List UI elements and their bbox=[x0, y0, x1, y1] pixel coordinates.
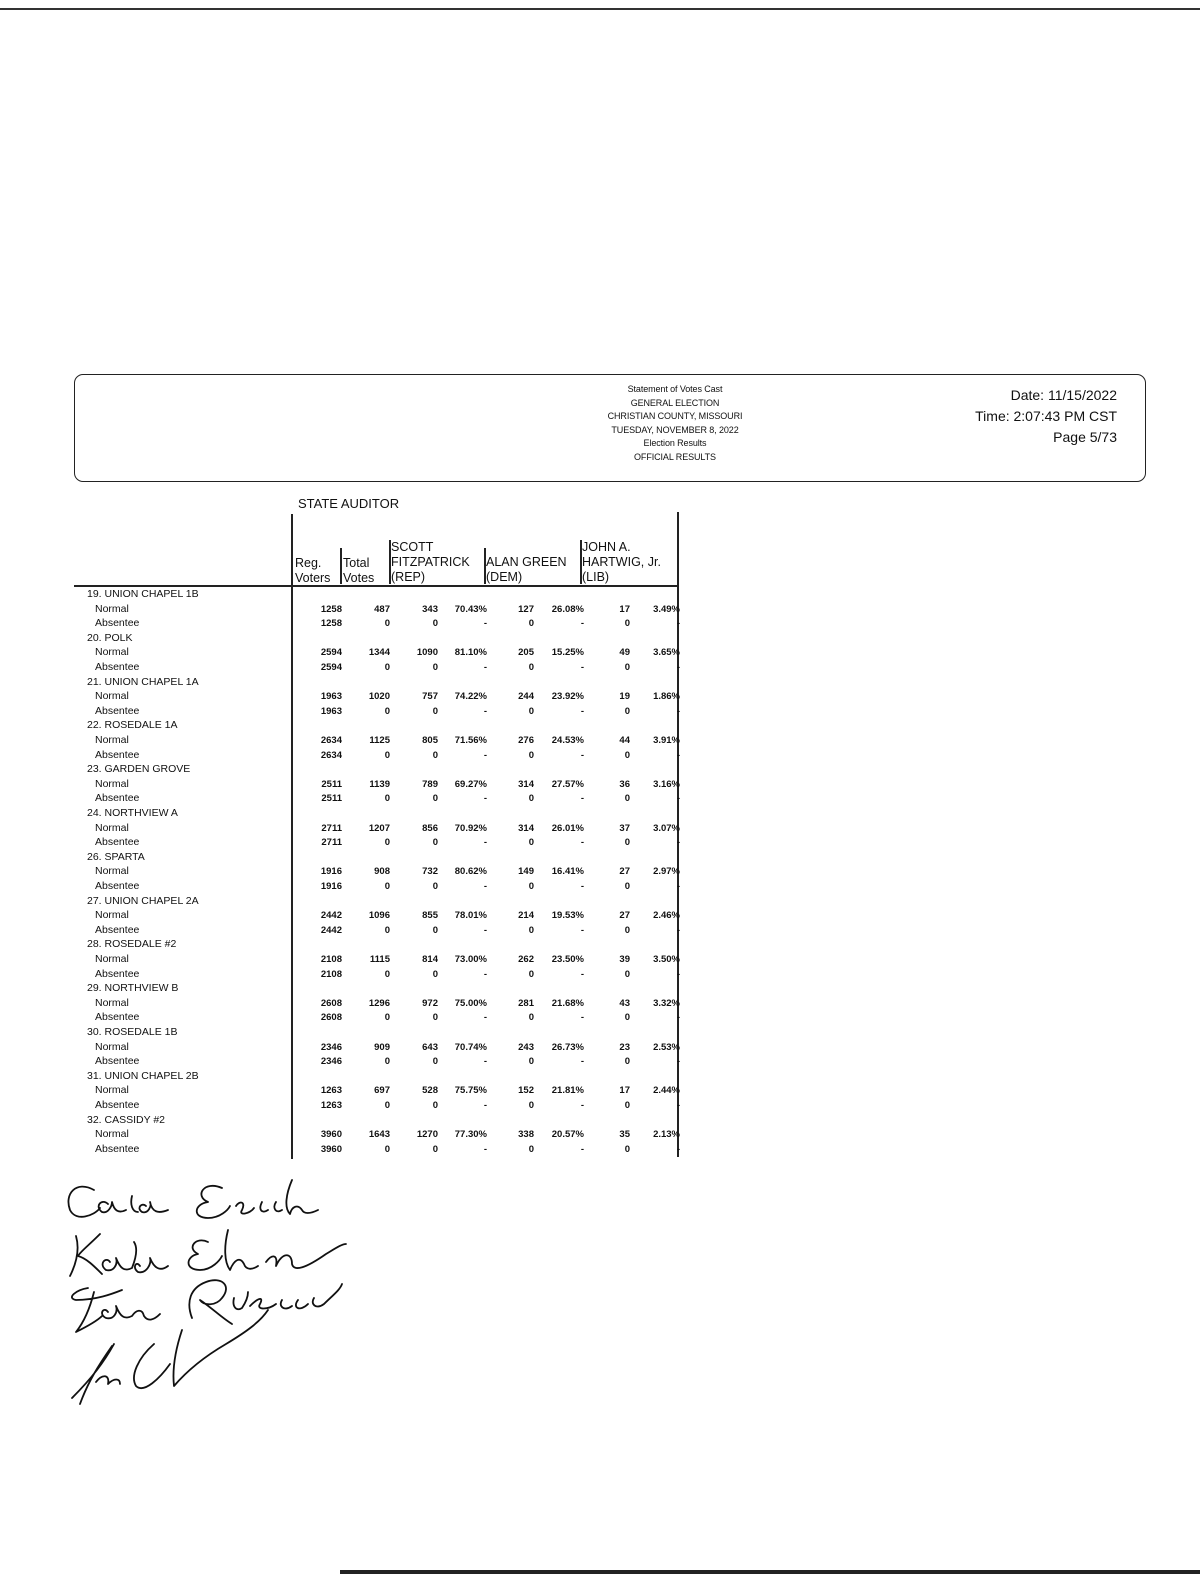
green-votes-cell: 127 bbox=[518, 603, 534, 615]
fitzpatrick-percent-cell: 78.01% bbox=[454, 910, 487, 922]
green-votes-cell: 243 bbox=[518, 1041, 534, 1053]
precinct-name: 19. UNION CHAPEL 1B bbox=[87, 588, 199, 600]
signature-3 bbox=[72, 1280, 342, 1332]
header-line-official: OFFICIAL RESULTS bbox=[634, 451, 716, 462]
fitzpatrick-percent-cell: 70.43% bbox=[454, 603, 487, 615]
green-votes-cell: 0 bbox=[528, 1143, 534, 1155]
green-votes-cell: 276 bbox=[518, 734, 534, 746]
hartwig-votes-cell: 27 bbox=[619, 866, 630, 878]
column-header-line: (LIB) bbox=[582, 570, 610, 584]
fitzpatrick-votes-cell: 0 bbox=[432, 880, 438, 892]
fitzpatrick-votes-cell: 0 bbox=[432, 661, 438, 673]
fitzpatrick-votes-cell: 856 bbox=[422, 822, 438, 834]
green-percent-cell: - bbox=[580, 880, 584, 892]
fitzpatrick-percent-cell: 75.00% bbox=[454, 997, 487, 1009]
vote-type-label: Absentee bbox=[95, 923, 140, 936]
total-votes-cell: 1344 bbox=[368, 647, 390, 659]
green-votes-cell: 214 bbox=[518, 910, 534, 922]
green-percent-cell: 20.57% bbox=[551, 1129, 584, 1141]
fitzpatrick-votes-cell: 0 bbox=[432, 618, 438, 630]
hartwig-percent-cell: - bbox=[676, 924, 680, 936]
reg-voters-cell: 1963 bbox=[320, 705, 342, 717]
green-percent-cell: 26.01% bbox=[551, 822, 584, 834]
green-votes-cell: 149 bbox=[518, 866, 534, 878]
hartwig-votes-cell: 0 bbox=[624, 618, 630, 630]
total-votes-cell: 0 bbox=[384, 749, 390, 761]
fitzpatrick-votes-cell: 528 bbox=[422, 1085, 438, 1097]
column-header-line: (DEM) bbox=[486, 570, 523, 584]
fitzpatrick-percent-cell: - bbox=[483, 924, 487, 936]
vote-type-label: Absentee bbox=[95, 1011, 140, 1024]
reg-voters-cell: 2594 bbox=[320, 647, 342, 659]
vote-type-label: Absentee bbox=[95, 792, 140, 805]
fitzpatrick-percent-cell: - bbox=[483, 793, 487, 805]
reg-voters-cell: 2711 bbox=[321, 822, 342, 834]
total-votes-cell: 0 bbox=[384, 1099, 390, 1111]
report-page-number: Page 5/73 bbox=[1053, 429, 1117, 445]
hartwig-votes-cell: 0 bbox=[624, 1056, 630, 1068]
green-percent-cell: 26.08% bbox=[551, 603, 584, 615]
precinct-name: 31. UNION CHAPEL 2B bbox=[87, 1069, 199, 1082]
fitzpatrick-percent-cell: - bbox=[483, 880, 487, 892]
green-votes-cell: 0 bbox=[528, 1012, 534, 1024]
fitzpatrick-percent-cell: 81.10% bbox=[454, 647, 487, 659]
green-votes-cell: 338 bbox=[518, 1129, 534, 1141]
hartwig-percent-cell: 3.32% bbox=[653, 997, 680, 1009]
green-percent-cell: - bbox=[580, 1143, 584, 1155]
reg-voters-cell: 1963 bbox=[320, 691, 342, 703]
hartwig-percent-cell: 3.65% bbox=[653, 647, 680, 659]
hartwig-percent-cell: 3.16% bbox=[653, 778, 680, 790]
green-percent-cell: 16.41% bbox=[551, 866, 584, 878]
signature-1 bbox=[68, 1180, 318, 1218]
fitzpatrick-percent-cell: 70.92% bbox=[454, 822, 487, 834]
reg-voters-cell: 1258 bbox=[320, 618, 342, 630]
green-percent-cell: 15.25% bbox=[551, 647, 584, 659]
reg-voters-cell: 2711 bbox=[321, 837, 342, 849]
vote-type-label: Normal bbox=[95, 1040, 129, 1053]
hartwig-votes-cell: 0 bbox=[624, 968, 630, 980]
total-votes-cell: 1096 bbox=[368, 910, 390, 922]
green-votes-cell: 314 bbox=[518, 778, 534, 790]
hartwig-votes-cell: 23 bbox=[619, 1041, 630, 1053]
reg-voters-cell: 1263 bbox=[320, 1085, 342, 1097]
green-percent-cell: - bbox=[580, 1099, 584, 1111]
precinct-name: 23. GARDEN GROVE bbox=[87, 763, 191, 776]
vote-type-label: Normal bbox=[95, 602, 129, 615]
fitzpatrick-votes-cell: 0 bbox=[432, 749, 438, 761]
precinct-name: 21. UNION CHAPEL 1A bbox=[87, 675, 199, 688]
hartwig-votes-cell: 39 bbox=[619, 953, 630, 965]
total-votes-cell: 908 bbox=[374, 866, 390, 878]
vote-type-label: Normal bbox=[95, 777, 129, 790]
scan-edge-bottom bbox=[340, 1570, 1200, 1574]
fitzpatrick-votes-cell: 643 bbox=[422, 1041, 438, 1053]
column-header-line: JOHN A. bbox=[582, 540, 631, 554]
hartwig-votes-cell: 36 bbox=[619, 778, 630, 790]
hartwig-percent-cell: - bbox=[676, 837, 680, 849]
hartwig-votes-cell: 17 bbox=[619, 1085, 630, 1097]
total-votes-cell: 0 bbox=[384, 705, 390, 717]
vote-type-label: Absentee bbox=[95, 748, 140, 761]
reg-voters-cell: 2511 bbox=[321, 778, 342, 790]
hartwig-percent-cell: 2.97% bbox=[653, 866, 680, 878]
reg-voters-cell: 1258 bbox=[320, 603, 342, 615]
column-header-line: HARTWIG, Jr. bbox=[582, 555, 661, 569]
green-percent-cell: - bbox=[580, 705, 584, 717]
total-votes-cell: 909 bbox=[374, 1041, 390, 1053]
precinct-name: 32. CASSIDY #2 bbox=[87, 1113, 166, 1126]
vote-type-label: Normal bbox=[95, 865, 129, 878]
report-date: Date: 11/15/2022 bbox=[1010, 387, 1117, 403]
fitzpatrick-votes-cell: 0 bbox=[432, 705, 438, 717]
contest-title: STATE AUDITOR bbox=[298, 496, 400, 511]
hartwig-percent-cell: 2.13% bbox=[653, 1129, 680, 1141]
hartwig-percent-cell: - bbox=[676, 749, 680, 761]
green-percent-cell: 23.92% bbox=[551, 691, 584, 703]
precinct-name: 26. SPARTA bbox=[87, 850, 145, 863]
hartwig-percent-cell: - bbox=[676, 968, 680, 980]
fitzpatrick-votes-cell: 0 bbox=[432, 1056, 438, 1068]
hartwig-percent-cell: - bbox=[676, 661, 680, 673]
column-header-line: SCOTT bbox=[391, 540, 434, 554]
total-votes-cell: 0 bbox=[384, 793, 390, 805]
signature-2 bbox=[70, 1230, 346, 1276]
header-line-county: CHRISTIAN COUNTY, MISSOURI bbox=[607, 411, 743, 421]
reg-voters-cell: 2634 bbox=[320, 749, 342, 761]
total-votes-cell: 1020 bbox=[368, 691, 390, 703]
total-votes-cell: 0 bbox=[384, 1056, 390, 1068]
hartwig-votes-cell: 0 bbox=[624, 1012, 630, 1024]
green-votes-cell: 152 bbox=[518, 1085, 534, 1097]
precinct-name: 30. ROSEDALE 1B bbox=[87, 1026, 178, 1038]
column-header-line: Total bbox=[343, 556, 370, 570]
vote-type-label: Normal bbox=[95, 996, 129, 1009]
green-votes-cell: 262 bbox=[518, 953, 534, 965]
reg-voters-cell: 2511 bbox=[321, 793, 342, 805]
fitzpatrick-votes-cell: 789 bbox=[422, 778, 438, 790]
reg-voters-cell: 2108 bbox=[320, 953, 342, 965]
green-percent-cell: - bbox=[580, 661, 584, 673]
vote-type-label: Normal bbox=[95, 1128, 129, 1141]
fitzpatrick-votes-cell: 0 bbox=[432, 1099, 438, 1111]
total-votes-cell: 0 bbox=[384, 1012, 390, 1024]
header-line-statement: Statement of Votes Cast bbox=[627, 384, 723, 394]
total-votes-cell: 1643 bbox=[368, 1129, 390, 1141]
hartwig-votes-cell: 35 bbox=[619, 1129, 630, 1141]
vote-type-label: Normal bbox=[95, 733, 129, 746]
green-percent-cell: - bbox=[580, 968, 584, 980]
hartwig-votes-cell: 0 bbox=[624, 705, 630, 717]
green-percent-cell: 21.68% bbox=[551, 997, 584, 1009]
green-percent-cell: 27.57% bbox=[551, 778, 584, 790]
fitzpatrick-votes-cell: 0 bbox=[432, 1012, 438, 1024]
hartwig-percent-cell: - bbox=[676, 1012, 680, 1024]
header-line-date: TUESDAY, NOVEMBER 8, 2022 bbox=[611, 424, 739, 435]
green-votes-cell: 0 bbox=[528, 793, 534, 805]
green-votes-cell: 0 bbox=[528, 661, 534, 673]
reg-voters-cell: 2594 bbox=[320, 661, 342, 673]
green-votes-cell: 314 bbox=[518, 822, 534, 834]
fitzpatrick-percent-cell: 71.56% bbox=[454, 734, 487, 746]
green-votes-cell: 281 bbox=[518, 997, 534, 1009]
green-votes-cell: 0 bbox=[528, 1099, 534, 1111]
precinct-name: 20. POLK bbox=[87, 631, 133, 644]
hartwig-percent-cell: - bbox=[676, 793, 680, 805]
total-votes-cell: 487 bbox=[374, 603, 390, 615]
green-votes-cell: 0 bbox=[528, 618, 534, 630]
reg-voters-cell: 2634 bbox=[320, 734, 342, 746]
hartwig-votes-cell: 0 bbox=[624, 837, 630, 849]
hartwig-votes-cell: 0 bbox=[624, 1099, 630, 1111]
fitzpatrick-votes-cell: 814 bbox=[422, 953, 438, 965]
fitzpatrick-percent-cell: - bbox=[483, 705, 487, 717]
hartwig-percent-cell: 1.86% bbox=[653, 691, 680, 703]
precinct-name: 28. ROSEDALE #2 bbox=[87, 938, 177, 951]
hartwig-votes-cell: 17 bbox=[619, 603, 630, 615]
vote-type-label: Normal bbox=[95, 690, 129, 703]
fitzpatrick-votes-cell: 343 bbox=[422, 603, 438, 615]
total-votes-cell: 697 bbox=[374, 1085, 390, 1097]
fitzpatrick-votes-cell: 0 bbox=[432, 793, 438, 805]
fitzpatrick-percent-cell: - bbox=[483, 618, 487, 630]
hartwig-votes-cell: 19 bbox=[619, 691, 630, 703]
fitzpatrick-percent-cell: - bbox=[483, 837, 487, 849]
fitzpatrick-percent-cell: 77.30% bbox=[454, 1129, 487, 1141]
hartwig-votes-cell: 0 bbox=[624, 749, 630, 761]
reg-voters-cell: 3960 bbox=[320, 1129, 342, 1141]
vote-type-label: Absentee bbox=[95, 967, 140, 980]
column-header-line: Voters bbox=[295, 571, 331, 585]
green-votes-cell: 0 bbox=[528, 705, 534, 717]
total-votes-cell: 0 bbox=[384, 968, 390, 980]
report-time: Time: 2:07:43 PM CST bbox=[975, 408, 1117, 424]
hartwig-votes-cell: 0 bbox=[624, 880, 630, 892]
hartwig-percent-cell: - bbox=[676, 880, 680, 892]
reg-voters-cell: 2442 bbox=[320, 924, 342, 936]
fitzpatrick-votes-cell: 1270 bbox=[416, 1129, 438, 1141]
green-percent-cell: - bbox=[580, 618, 584, 630]
vote-type-label: Normal bbox=[95, 1084, 129, 1097]
precinct-name: 29. NORTHVIEW B bbox=[87, 982, 179, 995]
signature-4 bbox=[72, 1310, 268, 1404]
green-votes-cell: 205 bbox=[518, 647, 534, 659]
green-percent-cell: - bbox=[580, 1056, 584, 1068]
header-line-election: GENERAL ELECTION bbox=[630, 397, 720, 408]
vote-type-label: Absentee bbox=[95, 617, 140, 630]
fitzpatrick-percent-cell: 75.75% bbox=[454, 1085, 487, 1097]
green-percent-cell: - bbox=[580, 1012, 584, 1024]
header-line-results: Election Results bbox=[643, 438, 707, 448]
signature-block bbox=[36, 1172, 366, 1422]
reg-voters-cell: 2608 bbox=[320, 1012, 342, 1024]
vote-type-label: Normal bbox=[95, 952, 129, 965]
vote-type-label: Normal bbox=[95, 909, 129, 922]
green-percent-cell: 26.73% bbox=[551, 1041, 584, 1053]
total-votes-cell: 0 bbox=[384, 661, 390, 673]
fitzpatrick-votes-cell: 855 bbox=[422, 910, 438, 922]
reg-voters-cell: 2346 bbox=[320, 1041, 342, 1053]
vote-type-label: Absentee bbox=[95, 660, 140, 673]
green-percent-cell: 19.53% bbox=[551, 910, 584, 922]
hartwig-percent-cell: - bbox=[676, 1143, 680, 1155]
total-votes-cell: 0 bbox=[384, 880, 390, 892]
fitzpatrick-votes-cell: 732 bbox=[422, 866, 438, 878]
column-header-line: FITZPATRICK bbox=[391, 555, 470, 569]
hartwig-percent-cell: 2.46% bbox=[653, 910, 680, 922]
hartwig-votes-cell: 27 bbox=[619, 910, 630, 922]
green-percent-cell: - bbox=[580, 749, 584, 761]
fitzpatrick-votes-cell: 1090 bbox=[416, 647, 438, 659]
column-header-line: Reg. bbox=[295, 556, 322, 570]
reg-voters-cell: 2346 bbox=[320, 1056, 342, 1068]
green-votes-cell: 244 bbox=[518, 691, 534, 703]
vote-type-label: Absentee bbox=[95, 704, 140, 717]
vote-type-label: Normal bbox=[95, 821, 129, 834]
vote-type-label: Absentee bbox=[95, 1098, 140, 1111]
total-votes-cell: 1296 bbox=[368, 997, 390, 1009]
total-votes-cell: 1139 bbox=[369, 778, 390, 790]
green-percent-cell: - bbox=[580, 837, 584, 849]
fitzpatrick-votes-cell: 0 bbox=[432, 924, 438, 936]
total-votes-cell: 0 bbox=[384, 924, 390, 936]
hartwig-votes-cell: 37 bbox=[619, 822, 630, 834]
fitzpatrick-percent-cell: - bbox=[483, 1012, 487, 1024]
green-percent-cell: - bbox=[580, 793, 584, 805]
reg-voters-cell: 1263 bbox=[320, 1099, 342, 1111]
hartwig-votes-cell: 0 bbox=[624, 793, 630, 805]
column-header-line: Votes bbox=[343, 571, 375, 585]
hartwig-percent-cell: - bbox=[676, 705, 680, 717]
fitzpatrick-percent-cell: - bbox=[483, 749, 487, 761]
hartwig-votes-cell: 0 bbox=[624, 1143, 630, 1155]
fitzpatrick-percent-cell: - bbox=[483, 1143, 487, 1155]
green-votes-cell: 0 bbox=[528, 837, 534, 849]
total-votes-cell: 1207 bbox=[368, 822, 390, 834]
fitzpatrick-votes-cell: 757 bbox=[422, 691, 438, 703]
fitzpatrick-percent-cell: - bbox=[483, 968, 487, 980]
fitzpatrick-votes-cell: 0 bbox=[432, 837, 438, 849]
fitzpatrick-votes-cell: 0 bbox=[432, 1143, 438, 1155]
fitzpatrick-percent-cell: 73.00% bbox=[454, 953, 487, 965]
hartwig-percent-cell: - bbox=[676, 1099, 680, 1111]
fitzpatrick-percent-cell: 69.27% bbox=[454, 778, 487, 790]
hartwig-votes-cell: 0 bbox=[624, 661, 630, 673]
hartwig-votes-cell: 43 bbox=[619, 997, 630, 1009]
fitzpatrick-votes-cell: 972 bbox=[422, 997, 438, 1009]
reg-voters-cell: 2108 bbox=[320, 968, 342, 980]
total-votes-cell: 0 bbox=[384, 1143, 390, 1155]
vote-type-label: Normal bbox=[95, 646, 129, 659]
hartwig-votes-cell: 44 bbox=[619, 734, 630, 746]
fitzpatrick-percent-cell: 74.22% bbox=[454, 691, 487, 703]
green-percent-cell: 24.53% bbox=[551, 734, 584, 746]
hartwig-percent-cell: 3.49% bbox=[653, 603, 680, 615]
vote-type-label: Absentee bbox=[95, 1142, 140, 1155]
vote-type-label: Absentee bbox=[95, 879, 140, 892]
fitzpatrick-votes-cell: 0 bbox=[432, 968, 438, 980]
reg-voters-cell: 2608 bbox=[320, 997, 342, 1009]
hartwig-percent-cell: 3.91% bbox=[653, 734, 680, 746]
green-percent-cell: 23.50% bbox=[551, 953, 584, 965]
fitzpatrick-percent-cell: 70.74% bbox=[454, 1041, 487, 1053]
green-votes-cell: 0 bbox=[528, 968, 534, 980]
reg-voters-cell: 1916 bbox=[320, 880, 342, 892]
green-votes-cell: 0 bbox=[528, 880, 534, 892]
column-header-line: ALAN GREEN bbox=[486, 555, 567, 569]
column-header-line: (REP) bbox=[391, 570, 426, 584]
green-percent-cell: - bbox=[580, 924, 584, 936]
total-votes-cell: 0 bbox=[384, 618, 390, 630]
hartwig-percent-cell: 2.53% bbox=[653, 1041, 680, 1053]
precinct-name: 24. NORTHVIEW A bbox=[87, 807, 178, 819]
vote-type-label: Absentee bbox=[95, 836, 140, 849]
total-votes-cell: 0 bbox=[384, 837, 390, 849]
green-votes-cell: 0 bbox=[528, 749, 534, 761]
green-percent-cell: 21.81% bbox=[551, 1085, 584, 1097]
precinct-name: 22. ROSEDALE 1A bbox=[87, 719, 178, 732]
fitzpatrick-percent-cell: 80.62% bbox=[454, 866, 487, 878]
fitzpatrick-percent-cell: - bbox=[483, 1056, 487, 1068]
precinct-name: 27. UNION CHAPEL 2A bbox=[87, 894, 199, 907]
fitzpatrick-percent-cell: - bbox=[483, 661, 487, 673]
reg-voters-cell: 1916 bbox=[320, 866, 342, 878]
fitzpatrick-percent-cell: - bbox=[483, 1099, 487, 1111]
green-votes-cell: 0 bbox=[528, 924, 534, 936]
hartwig-percent-cell: - bbox=[676, 1056, 680, 1068]
total-votes-cell: 1115 bbox=[369, 953, 390, 965]
total-votes-cell: 1125 bbox=[369, 734, 390, 746]
hartwig-percent-cell: 3.07% bbox=[653, 822, 680, 834]
fitzpatrick-votes-cell: 805 bbox=[422, 734, 438, 746]
hartwig-percent-cell: - bbox=[676, 618, 680, 630]
handwritten-signatures bbox=[36, 1172, 366, 1422]
hartwig-percent-cell: 2.44% bbox=[653, 1085, 680, 1097]
green-votes-cell: 0 bbox=[528, 1056, 534, 1068]
vote-type-label: Absentee bbox=[95, 1055, 140, 1068]
reg-voters-cell: 3960 bbox=[320, 1143, 342, 1155]
reg-voters-cell: 2442 bbox=[320, 910, 342, 922]
hartwig-percent-cell: 3.50% bbox=[653, 953, 680, 965]
hartwig-votes-cell: 49 bbox=[619, 647, 630, 659]
hartwig-votes-cell: 0 bbox=[624, 924, 630, 936]
